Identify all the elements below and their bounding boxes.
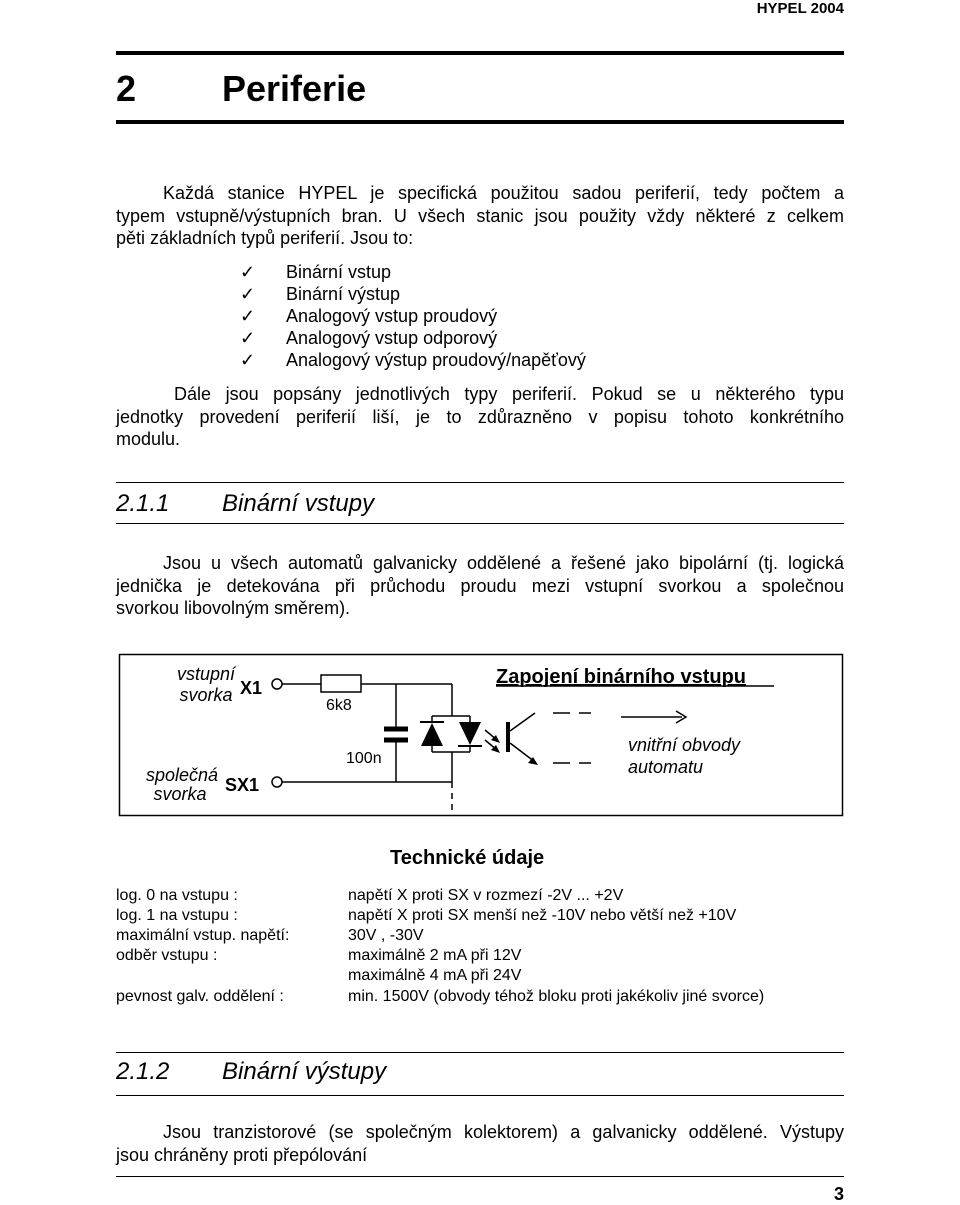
check-icon: ✓ xyxy=(240,262,256,282)
tech-key: maximální vstup. napětí: xyxy=(116,927,290,944)
section-rule-bottom xyxy=(116,1095,844,1096)
input-id-label: X1 xyxy=(240,678,263,698)
list-item-label: Binární vstup xyxy=(286,262,392,282)
tech-value: min. 1500V (obvody téhož bloku proti jakékoliv jiné svorce) xyxy=(348,988,765,1005)
binary-inputs-paragraph xyxy=(116,552,844,620)
check-icon: ✓ xyxy=(240,306,256,326)
binary-inputs-line: Jsou u všech automatů galvanicky oddělené a řešené jako bipolární (tj. logická xyxy=(163,553,844,573)
common-terminal-icon xyxy=(272,777,282,787)
page-number: 3 xyxy=(833,1184,844,1204)
input-terminal-label: svorka xyxy=(179,685,233,705)
input-terminal-icon xyxy=(272,679,282,689)
section-number: 2.1.2 xyxy=(116,1058,170,1085)
check-icon: ✓ xyxy=(240,284,256,304)
binary-outputs-line: Jsou tranzistorové (se společným kolektorem) a galvanicky oddělené. Výstupy xyxy=(163,1122,844,1142)
internal-circuits-label: vnitřní obvody xyxy=(628,735,741,755)
list-item-label: Analogový výstup proudový/napěťový xyxy=(286,350,586,370)
tech-data-title: Technické údaje xyxy=(390,847,545,869)
list-item xyxy=(240,283,586,305)
section-rule-bottom xyxy=(116,523,844,524)
tech-value: napětí X proti SX menší než -10V nebo větší než +10V xyxy=(348,907,737,924)
phototransistor-icon xyxy=(510,713,535,731)
tech-value: maximálně 4 mA při 24V xyxy=(348,967,522,984)
section-number: 2.1.1 xyxy=(116,490,170,517)
binary-outputs-paragraph xyxy=(116,1121,844,1166)
list-item-label: Analogový vstup proudový xyxy=(286,306,498,326)
list-item-label: Binární výstup xyxy=(286,284,401,304)
capacitor-label: 100n xyxy=(346,750,382,767)
binary-inputs-line: svorkou libovolným směrem). xyxy=(116,598,351,618)
intro-line: pěti základních typů periferií. Jsou to: xyxy=(116,228,414,248)
intro-paragraph xyxy=(116,182,844,250)
section-rule-top xyxy=(116,482,844,483)
binary-inputs-line: jednička je detekována při průchodu proudu mezi vstupní svorkou a společnou xyxy=(116,575,844,596)
tech-key: log. 1 na vstupu : xyxy=(116,907,238,924)
after-list-line: Dále jsou popsány jednotlivých typy periferií. Pokud se u některého typu xyxy=(174,384,844,404)
list-item xyxy=(240,305,586,327)
chapter-rule xyxy=(116,120,844,124)
resistor-icon xyxy=(321,675,361,692)
led-icon xyxy=(421,723,443,746)
tech-value: 30V , -30V xyxy=(348,927,424,944)
intro-line: Každá stanice HYPEL je specifická použitou sadou periferií, tedy počtem a xyxy=(163,183,844,203)
after-list-line: jednotky provedení periferií liší, je to zdůrazněno v popisu tohoto konkrétního xyxy=(116,406,844,427)
footer-rule xyxy=(116,1176,844,1177)
tech-value: napětí X proti SX v rozmezí -2V ... +2V xyxy=(348,887,624,904)
after-list-paragraph xyxy=(116,383,844,451)
after-list-line: modulu. xyxy=(116,429,181,449)
check-icon: ✓ xyxy=(240,350,256,370)
section-title: Binární vstupy xyxy=(222,490,375,517)
chapter-title: Periferie xyxy=(222,68,367,109)
common-terminal-label: svorka xyxy=(153,784,207,804)
led-icon xyxy=(459,722,481,745)
binary-outputs-line: jsou chráněny proti přepólování xyxy=(116,1144,368,1165)
common-terminal-label: společná xyxy=(145,765,219,785)
tech-key: odběr vstupu : xyxy=(116,947,218,964)
top-rule xyxy=(116,51,844,55)
chapter-number: 2 xyxy=(116,68,137,109)
intro-line: typem vstupně/výstupních bran. U všech stanic jsou použity vždy některé z celkem xyxy=(116,205,844,226)
section-title: Binární výstupy xyxy=(222,1058,387,1085)
common-id-label: SX1 xyxy=(225,775,260,795)
section-rule-top xyxy=(116,1052,844,1053)
tech-key: log. 0 na vstupu : xyxy=(116,887,238,904)
document-header: HYPEL 2004 xyxy=(756,0,844,17)
tech-value: maximálně 2 mA při 12V xyxy=(348,947,522,964)
list-item xyxy=(240,349,586,371)
internal-circuits-label: automatu xyxy=(628,757,704,777)
tech-key: pevnost galv. oddělení : xyxy=(116,988,284,1005)
periphery-list xyxy=(240,261,586,371)
check-icon: ✓ xyxy=(240,328,256,348)
list-item xyxy=(240,327,586,349)
binary-input-circuit-diagram xyxy=(118,653,844,817)
list-item xyxy=(240,261,586,283)
list-item-label: Analogový vstup odporový xyxy=(286,328,498,348)
diagram-title: Zapojení binárního vstupu xyxy=(496,666,746,688)
input-terminal-label: vstupní xyxy=(176,664,236,684)
resistor-label: 6k8 xyxy=(326,697,352,714)
